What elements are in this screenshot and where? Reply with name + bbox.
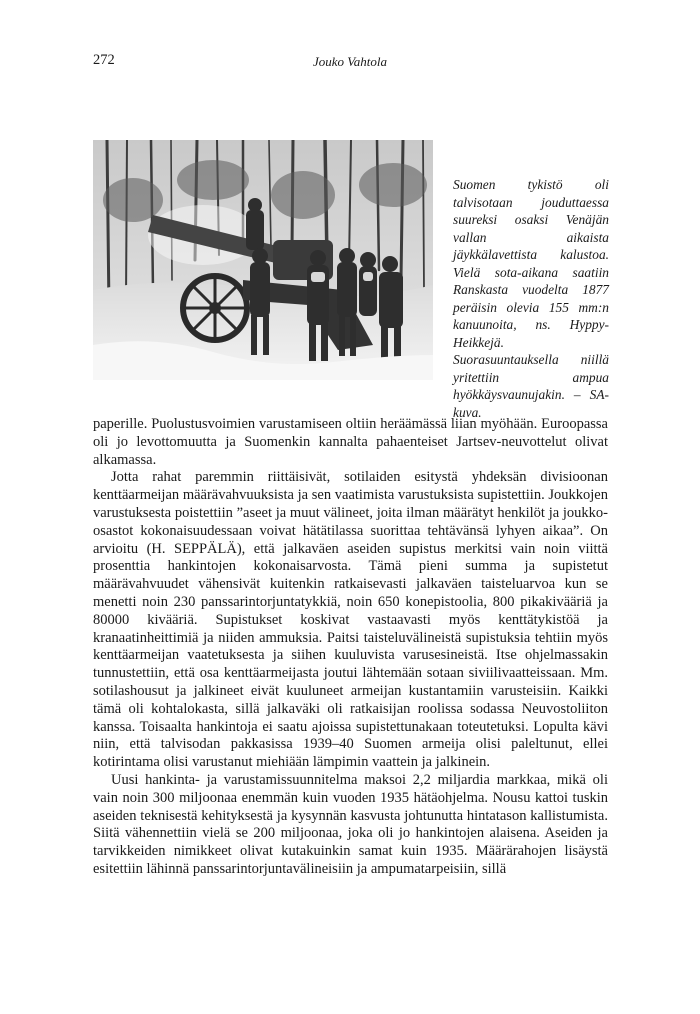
figure-caption: Suomen tykistö oli talvisotaan jouduttaessa suureksi osaksi Venäjän vallan aikaista jäykkälavettista kalustoa. Vielä sota-aikana saatiin Ranskasta vuodelta 1877 peräisin olevia 155 mm:n kanuunoita, ns. Hyppy-Heikkejä. Suorasuuntauksella niillä yritettiin ampua hyökkäysvaunujakin. – SA-kuva.: [453, 177, 609, 420]
page-number: 272: [93, 52, 115, 68]
paragraph: Jotta rahat paremmin riittäisivät, sotilaiden esitystä yhdeksän divisioonan kenttäarmeijan määrävahvuuksista ja sen vaatimista varustuksista supistettiin. Joukkojen varustuksesta poistettiin ”aseet ja muut välineet, joita ilman määrätyt henkilöt ja joukko-osastot kokonaisuudessaan voivat hätätilassa suorittaa tehtävänsä lyhyen aikaa”. On arvioitu (H. SEPPÄLÄ), että jalkaväen aseiden supistus merkitsi vain noin viittä prosenttia hankintojen kokonaisarvosta. Tämä pieni summa ja supistetut määrävahvuudet vähensivät kuitenkin ratkaisevasti jalkaväen taisteluarvoa kun se menetti noin 230 panssarintorjuntatykkiä, noin 650 konepistoolia, 800 pikakivääriä ja 80000 kivääriä. Supistukset koskivat vastaavasti myös kenttätykistöä ja kranaatinheittimiä ja niiden ammuksia. Paitsi taisteluvälineistä supistuksia tehtiin myös kenttäarmeijan vaatetuksesta ja siihen kuuluvista varusesineistä. Itse ohjelmassakin tunnustettiin, että osa kenttäarmeijasta joutui lähtemään sotaan siviilivaatteissaan. Mm. sotilashousut ja jalkineet eivät kuuluneet armeijan kustantamiin varusteisiin. Kaikki tämä oli kohtalokasta, sillä jalkaväki oli ratkaisijan roolissa sodassa Neuvostoliiton kanssa. Toisaalta hankintoja ei saatu ajoissa supistettunakaan toteutetuksi. Lopulta kävi niin, että talvisodan pakkasissa 1939–40 Suomen armeija olisi paleltunut, ellei kotirintama olisi varustanut miehiään lämpimin vaattein ja jalkinein.: [93, 469, 608, 771]
running-head: Jouko Vahtola: [312, 54, 387, 69]
body-text: [93, 416, 608, 879]
paragraph: paperille. Puolustusvoimien varustamiseen oltiin heräämässä liian myöhään. Euroopassa oli jo levottomuutta ja Suomenkin kannalta pahaenteiset Jartsev-neuvottelut olivat alkamassa.: [93, 416, 608, 468]
paragraph: Uusi hankinta- ja varustamissuunnitelma maksoi 2,2 miljardia markkaa, mikä oli vain noin 300 miljoonaa enemmän kuin vuoden 1935 hätäohjelma. Nousu kattoi tuskin aseiden teknisestä kehityksestä ja kysynnän kasvusta johtunutta hintatason kallistumista. Siitä vähennettiin vielä se 200 miljoonaa, joka oli jo hankintojen alaisena. Aseiden ja tarvikkeiden nimikkeet olivat kutakuinkin samat kuin 1935. Määrärahojen lisäystä esitettiin lähinnä panssarintorjuntavälineisiin ja ampumatarpeisiin, sillä: [93, 771, 608, 877]
figure-photo: [93, 140, 433, 380]
